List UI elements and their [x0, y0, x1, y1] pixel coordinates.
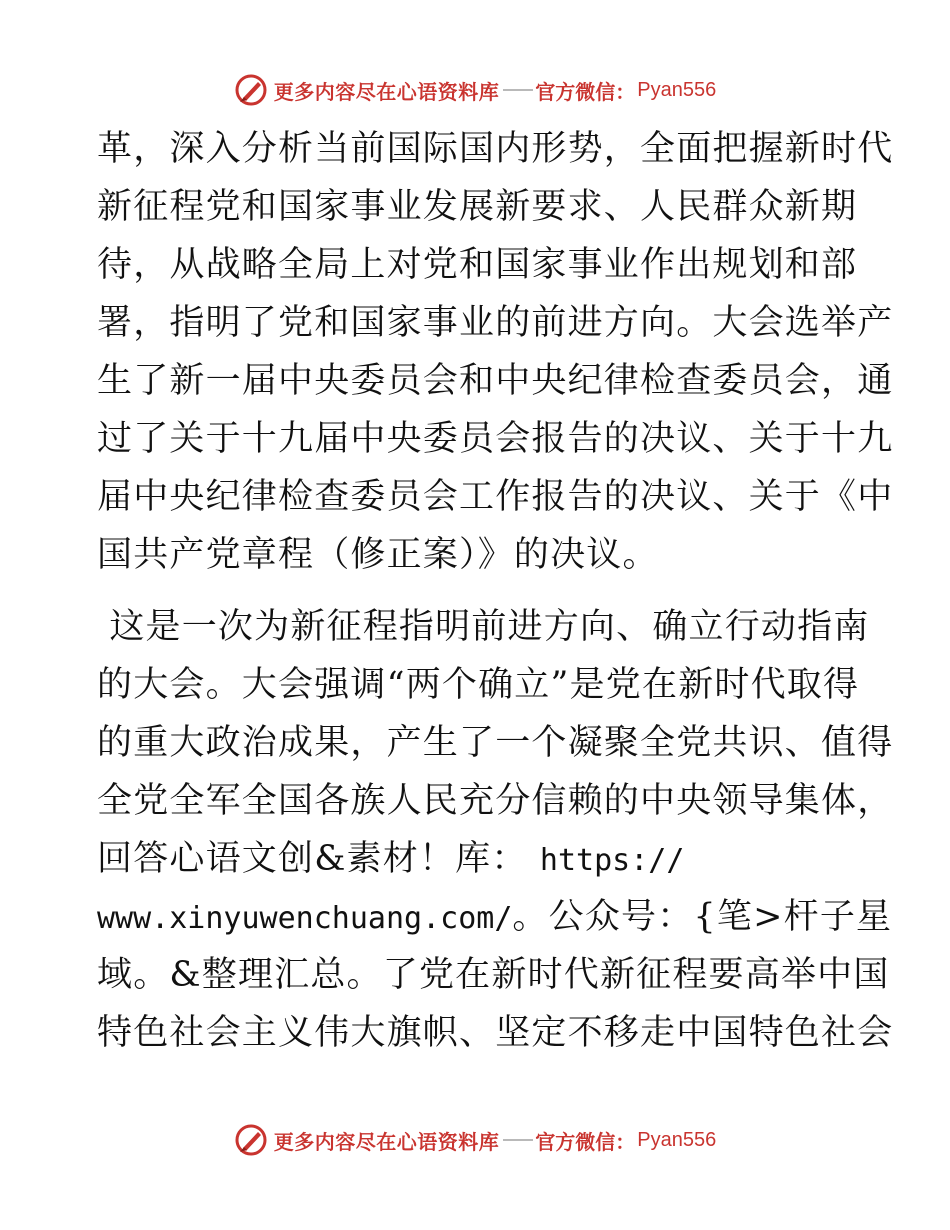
text-line: 新征程党和国家事业发展新要求、人民群众新期 — [97, 187, 858, 227]
header-banner — [0, 70, 950, 110]
text-line — [97, 888, 893, 946]
header-text: 更多内容尽在心语资料库 — [273, 79, 500, 104]
footer-text: 更多内容尽在心语资料库 — [273, 1129, 500, 1154]
header-wechat-label: 官方微信： — [535, 79, 636, 104]
text-line: 生了新一届中央委员会和中央纪律检查委员会，通 — [97, 361, 894, 401]
text-line: 待，从战略全局上对党和国家事业作出规划和部 — [97, 245, 858, 285]
text-line: 这是一次为新征程指明前进方向、确立行动指南 — [97, 607, 870, 647]
url-text-part2: www.xinyuwenchuang.com/ — [97, 901, 513, 936]
text-line: 域。&整理汇总。了党在新时代新征程要高举中国 — [97, 955, 890, 995]
text-line: 的大会。大会强调“两个确立”是党在新时代取得 — [97, 665, 860, 705]
paragraph-gap — [97, 584, 857, 598]
text-line: 特色社会主义伟大旗帜、坚定不移走中国特色社会 — [97, 1013, 894, 1053]
text-line: 革，深入分析当前国际国内形势，全面把握新时代 — [97, 129, 894, 169]
text-line: 的重大政治成果，产生了一个凝聚全党共识、值得 — [97, 723, 894, 763]
text-line: 全党全军全国各族人民充分信赖的中央领导集体， — [97, 781, 894, 821]
ink-pen-logo-icon — [234, 73, 268, 107]
text-line: 届中央纪律检查委员会工作报告的决议、关于《中 — [97, 477, 894, 517]
text-line: 国共产党章程（修正案）》的决议。 — [97, 535, 659, 575]
text-line: 署，指明了党和国家事业的前进方向。大会选举产 — [97, 303, 894, 343]
text-line: 过了关于十九届中央委员会报告的决议、关于十九 — [97, 419, 894, 459]
text-span: 回答心语文创&素材！库： — [97, 839, 528, 879]
url-text-part1: https:// — [539, 843, 685, 878]
footer-wechat-label: 官方微信： — [535, 1129, 636, 1154]
ink-pen-logo-icon — [234, 1123, 268, 1157]
footer-divider — [503, 1139, 533, 1141]
document-body — [97, 120, 894, 1062]
text-line — [97, 830, 857, 888]
footer-banner — [0, 1120, 950, 1160]
header-divider — [503, 89, 533, 91]
footer-wechat-id: Pyan556 — [637, 1128, 717, 1151]
text-span: 。公众号：{笔>杆子星 — [512, 897, 893, 937]
header-wechat-id: Pyan556 — [637, 78, 717, 101]
